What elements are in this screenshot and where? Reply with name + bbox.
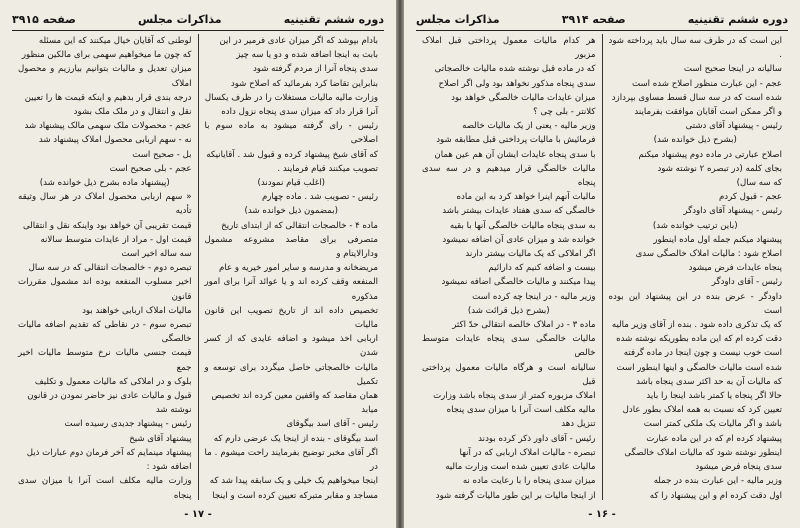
text-line: رئیس - آقای داور ذکر کرده بودند	[478, 433, 596, 444]
right-page-session: دوره ششم تقنینیه	[687, 12, 788, 26]
text-line: مالیات عادی تعیین شده است وزارت مالیه	[445, 462, 596, 473]
text-line: عجم - محصولات ملک سهمی مالک پیشنهاد شد	[24, 121, 192, 132]
text-line: لوطنی که آقایان خیال میکنند که این مسئله	[38, 36, 192, 46]
text-line: اگر املاکی که یک مالیات بیشتر دارند	[465, 249, 596, 260]
text-line: نه - سهم اربابی محصول املاک پیشنهاد شد	[38, 135, 192, 146]
text-line: متصرفی برای مقاصد مشروعه مشمول ودارالایتام و	[204, 234, 378, 260]
text-line: عجم - قبول کردم	[718, 192, 782, 203]
text-line: اخیر مسلوب المنفعه بوده اند مشمول مقررات قانون	[18, 277, 192, 302]
left-page-column-left	[12, 34, 199, 500]
text-line: که یک تذکری داده شود . بنده از آقای وزیر مالیه	[611, 320, 782, 331]
text-line: (بمضمون ذیل خوانده شد)	[244, 206, 338, 217]
text-line: اربابی اخذ میشود و اضافه عایدی که از کسر شدن	[204, 334, 378, 359]
right-page-column-right	[603, 34, 789, 500]
text-line: خالصگی که سدی هفتاد عایدات بیشتر باشد	[442, 206, 596, 217]
text-line: اصلاح شود : مالیات املاک خالصگی سدی	[635, 249, 782, 260]
text-line: با سدی پنجاه عایدات ایشان آن هم عین همان	[434, 149, 596, 160]
text-line: حالا اگر پنجاه یا کمتر باشد اینجا را باید	[646, 391, 782, 402]
text-line: وزیر مالیه - در اینجا چه کرده است	[472, 291, 596, 302]
text-line: کلانتر - بلی چی ؟	[533, 107, 596, 118]
text-line: رئیس - پیشنهاد جدیدی رسیده است	[64, 419, 192, 430]
right-page-title: مذاکرات مجلس	[416, 12, 500, 26]
text-line: قیمت اول - مراد از عایدات متوسط سالانه	[40, 234, 192, 245]
text-line: رئیس - پیشنهاد آقای داودگر	[683, 206, 782, 217]
text-line: این است که در ظرف سه سال باید پرداخته شود .	[608, 36, 782, 61]
text-line: تبصره دوم - خالصجات انتقالی که در سه سال	[28, 263, 192, 274]
text-line: مالیات املاک اربابی خواهند بود	[82, 305, 192, 316]
text-line: (بشرح ذیل قرائت شد)	[467, 305, 550, 316]
text-line: همان مقاصد که واقفین معین کرده اند تخصیص	[211, 391, 378, 402]
text-line: که سه سال)	[736, 178, 782, 189]
text-line: وزارت مالیه مالیات مستغلات را در ظرف یکسال	[204, 92, 378, 103]
text-line: وزیر مالیه - این عبارت بنده در جمله	[653, 476, 782, 487]
text-line: سالیانه در اینجا صحیح است	[683, 64, 782, 75]
text-line: بلوک و در املاکی که مالیات معمول و تکلیف	[34, 376, 192, 387]
right-page-number: صفحه ۳۹۱۴	[561, 12, 626, 26]
text-line: (اغلب قیام نمودند)	[257, 178, 325, 189]
right-page-columns	[416, 34, 788, 500]
text-line: اینطور نوشته شود که مالیات املاک خالصگی	[624, 447, 782, 458]
text-line: میزان تعدیل و مالیات بتوانیم بیارزیم و محصول املاک	[18, 64, 192, 89]
text-line: تبصره - مالیات املاک اربابی که در آنها	[459, 447, 596, 458]
text-line: میابد	[361, 405, 378, 416]
text-line: « سهم اربابی محصول املاک در هر سال وثیقه تأدیه	[18, 192, 192, 217]
text-line: شده است مالیات خالصگی و اینها اینطور است	[616, 362, 782, 373]
text-line: دقت کرده ام که این ماده بطوریکه نوشته شده	[616, 334, 782, 345]
text-line: (پیشنهاد ماده بشرح ذیل خوانده شد)	[39, 178, 170, 189]
left-page-header	[12, 11, 384, 27]
text-line: رئیس - رای گرفته میشود به ماده سوم با اصلاحی	[204, 121, 378, 146]
text-line: هر کدام مالیات معمول پرداختی قبل املاک مزبور	[422, 36, 596, 61]
text-line: که مالیات آن به حد اکثر سدی پنجاه باشد	[636, 376, 782, 387]
text-line: پیشنهاد میکنم جمله اول ماده اینطور	[653, 234, 782, 245]
left-page-session: دوره ششم تقنینیه	[283, 12, 384, 26]
text-line: المنفعه وقف کرده اند و یا عوائد آنرا برای امور مذکوره	[204, 277, 378, 302]
text-line: وزارت مالیه مکلف است آنرا با میزان سدی پنجاه	[18, 476, 192, 500]
text-line: رئیس - آقای داودگر	[711, 277, 782, 288]
text-line: (باین ترتیب خوانده شد)	[652, 220, 738, 231]
text-line: اضافه شود :	[146, 462, 192, 473]
right-page-header-rule	[416, 30, 788, 31]
text-line: پنجاه عایدات فرض میشود	[688, 263, 782, 274]
text-line: املاک مزبوره کمتر از سدی پنجاه باشد وزارت	[433, 391, 596, 402]
text-line: سدی پنجاه فرض میشود	[695, 462, 782, 473]
text-line: مریضخانه و مدرسه و سایر امور خیریه و عام	[219, 263, 378, 274]
text-line: اگر آقای مخبر توضیح بفرمایند راحت میشوم . ما در	[204, 447, 378, 473]
text-line: فرمائیش با مالیات پرداختی قبل مطابقه شود	[436, 135, 596, 146]
text-line: بنابراین تقاضا کرد بفرمائید که اصلاح شود	[230, 78, 378, 89]
text-line: تنزیل دهد	[561, 419, 596, 430]
text-line: درجه بندی قرار بدهیم و اینکه قیمت ها را تعیین	[24, 92, 192, 103]
text-line: اصلاح عبارتی در ماده دوم پیشنهاد میکنم	[638, 149, 782, 160]
text-line: قیمت جنسی مالیات نرخ متوسط مالیات اخیر جمع	[18, 348, 192, 373]
right-page-footer: - ۱۶ -	[588, 509, 616, 520]
text-line: وزیر مالیه - یعنی از یک مالیات خالصه	[462, 121, 596, 132]
text-line: ماده ۳ - در املاک خالصه انتقالی حدّ اکثر	[452, 320, 596, 331]
text-line: که چون ما میخواهیم سهمی برای مالکین منظور	[21, 50, 192, 61]
text-line: بجای کلمه (در تبصره ۲ نوشته شود	[657, 163, 782, 174]
left-page-column-right	[199, 34, 385, 500]
text-line: مالیات خالصگی قرار میدهیم و در سه سدی پنجاه	[422, 163, 596, 189]
text-line: رئیس - آقای اسد بیگوقای	[286, 419, 378, 430]
text-line: رئیس - پیشنهاد آقای دشتی	[685, 121, 782, 132]
text-line: بابت به اینجا اضافه شده و دو یا سه چیز	[236, 50, 378, 61]
text-line: است خوب نیست و چون اینجا در ماده گرفته	[623, 348, 782, 359]
text-line: مالیات آنهم اینرا خواهد کرد به این ماده	[456, 192, 596, 203]
text-line: (بشرح ذیل خوانده شد)	[653, 135, 737, 146]
left-page-header-rule	[12, 30, 384, 31]
text-line: سه ساله اخیر است	[121, 249, 192, 260]
text-line: پیشنهاد مینمایم که آخر فرمان دوم عبارات ذیل	[26, 447, 192, 458]
left-page-number: صفحه ۳۹۱۵	[12, 12, 76, 26]
text-line: شده است که در سه سال قسط مساوی بپردازد	[611, 92, 782, 103]
text-line: تبصره سوم - در نقاطی که تقدیم اضافه مالیات خالصگی	[18, 320, 192, 345]
left-page	[0, 0, 396, 528]
text-line: تعیین کرد که نسبت به همه املاک بطور عادل	[622, 405, 782, 416]
text-line: پیدا میکنند و مالیات خالصگی اضافه نمیشود	[441, 277, 596, 288]
left-page-title: مذاکرات مجلس	[137, 12, 222, 26]
text-line: خوانده شد و میزان عادی آن اضافه نمیشود	[442, 234, 596, 245]
text-line: اینجا میخواهیم یک خیلی و یک سابقه پیدا شد که	[209, 476, 378, 487]
text-line: تخصیص داده اند از تاریخ تصویب این قانون مالیات	[204, 305, 378, 331]
text-line: داودگر - عرض بنده در این پیشنهاد این بوده است	[608, 291, 782, 316]
text-line: و اگر ممکن است آقایان موافقت بفرمایند	[634, 107, 782, 118]
text-line: میزان سدی پنجاه را با رعایت ماده نه	[462, 476, 596, 487]
text-line: ماده ۴ - خالصجات انتقالی که از ابتدای تاریخ	[221, 220, 378, 231]
right-page	[404, 0, 800, 528]
text-line: مالیات خالصگی سدی پنجاه عایدات متوسط خالص	[422, 334, 596, 359]
text-line: مساجد و مقابر متبرکه تعیین کرده است و اینجا	[212, 490, 378, 500]
text-line: که آقای شیخ پیشنهاد کرده و قبول شد . آقایانیکه	[206, 149, 378, 160]
text-line: باشد و اگر مالیات یک ملکی کمتر است	[643, 419, 782, 430]
left-page-columns	[12, 34, 384, 500]
text-line: بیست و اضافه کنیم که دارائیم	[488, 263, 596, 274]
text-line: بادام بپوشد که اگر میزان عادی فرمیر در این	[219, 36, 378, 46]
text-line: سالیانه است و هرگاه مالیات معمول پرداختی قبل	[422, 362, 596, 387]
text-line: میزان عایدات مالیات خالصگی خواهد بود	[451, 92, 596, 103]
text-line: اول دقت کرده ام و این پیشنهاد را که	[649, 490, 782, 500]
text-line: سدی پنجاه آنرا از مردم گرفته شود	[252, 64, 378, 75]
text-line: قبول و مالیات عادی نیز حاضر نمودن در قانون	[27, 391, 192, 402]
text-line: مالیات خالصجاتی حاصل میگردد برای توسعه و تکمیل	[204, 362, 378, 387]
text-line: عجم - بلی صحیح است	[109, 163, 192, 174]
text-line: تصویب میکنند قیام فرمایند .	[277, 163, 378, 174]
text-line: قیمت تقریبی آن خواهد بود واینکه نقل و انتقالی	[22, 220, 192, 231]
text-line: که در ماده قبل نوشته شده مالیات خالصجاتی	[434, 64, 596, 75]
right-page-header	[416, 11, 788, 27]
text-line: نقل و انتقال و در ملک ملک بشود	[73, 107, 192, 118]
text-line: عجم - این عبارت منظور اصلاح شده است	[632, 78, 782, 89]
text-line: به سدی پنجاه مالیات خالصگی آنها با بقیه	[449, 220, 596, 231]
right-page-column-left	[416, 34, 603, 500]
text-line: رئیس - تصویب شد . ماده چهارم	[261, 192, 378, 203]
text-line: اسد بیگوقای - بنده از اینجا یک عرضی دارم که	[213, 433, 378, 444]
text-line: سدی پنجاه مذکور نخواهد بود ولی اگر اصلاح	[438, 78, 596, 89]
left-page-footer: - ۱۷ -	[184, 509, 212, 520]
text-line: آنرا قرار داد که میزان سدی پنجاه نزول داده	[221, 107, 378, 118]
book-gutter	[396, 0, 404, 528]
text-line: از اینجا مالیات بر این طور مالیات گرفته شود	[435, 490, 596, 500]
text-line: مالیه مکلف است آنرا با میزان سدی پنجاه	[446, 405, 596, 416]
text-line: پیشنهاد کرده ام که در این ماده عبارت	[646, 433, 782, 444]
text-line: پیشنهاد آقای شیخ	[129, 433, 192, 444]
text-line: نوشته شد	[155, 405, 192, 416]
text-line: بل - صحیح است	[132, 149, 192, 160]
